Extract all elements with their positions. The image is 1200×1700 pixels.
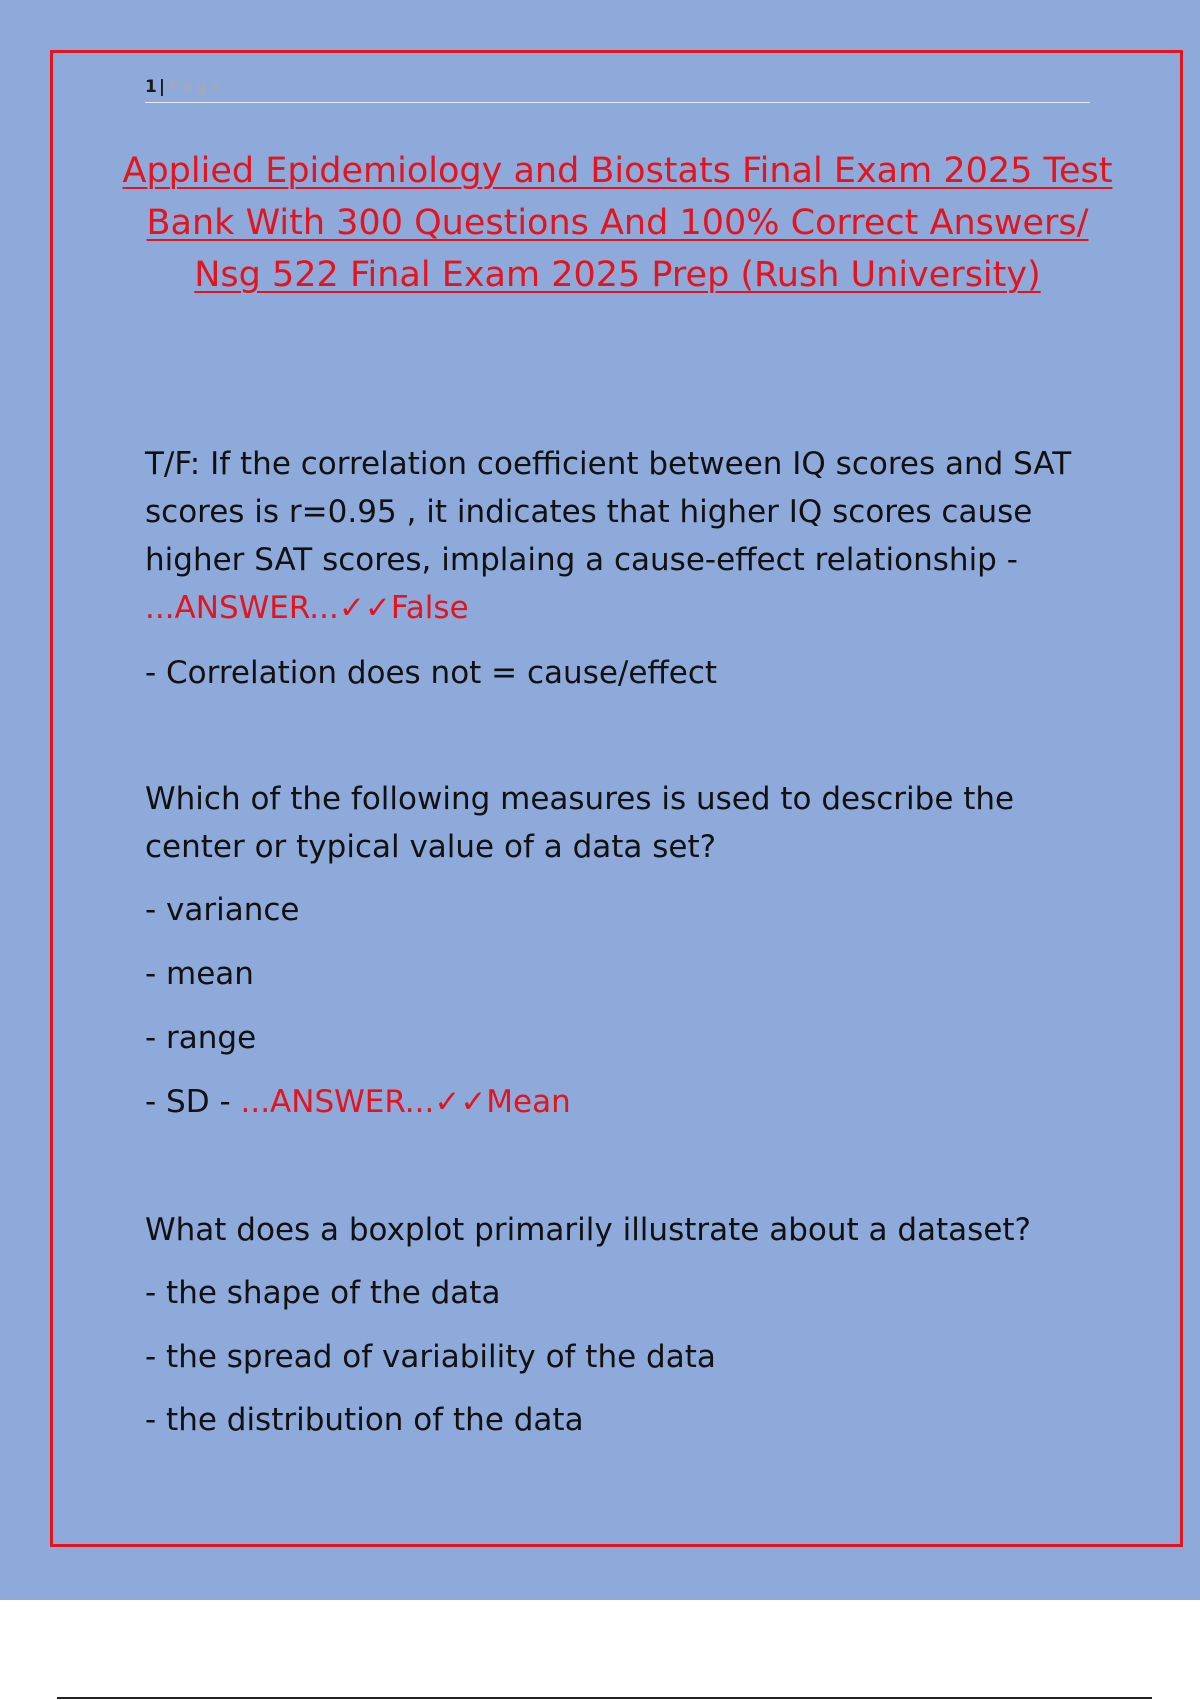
question-1-explanation: - Correlation does not = cause/effect <box>145 655 718 691</box>
question-3-option: - the distribution of the data <box>145 1402 584 1438</box>
footer-rule <box>57 1697 1152 1699</box>
header-separator: | <box>158 77 166 97</box>
question-2-option: - variance <box>145 892 300 928</box>
question-1 <box>145 440 1075 632</box>
page-label: Page <box>169 78 226 96</box>
question-3-option: - the spread of variability of the data <box>145 1339 716 1375</box>
question-3-option: - the shape of the data <box>145 1275 501 1311</box>
question-2-last-option <box>145 1082 571 1122</box>
question-2-option: - mean <box>145 956 254 992</box>
page-number: 1 <box>145 77 157 97</box>
question-2-text: Which of the following measures is used to describe the center or typical value of a data set? <box>145 781 1015 865</box>
document-title: Applied Epidemiology and Biostats Final Exam 2025 Test Bank With 300 Questions And 100% Correct Answers/ Nsg 522 Final Exam 2025 Prep (Rush University) <box>122 151 1113 295</box>
question-2-option-sd: - SD - <box>145 1084 241 1120</box>
question-2-answer: ...ANSWER...✓✓Mean <box>240 1084 571 1120</box>
question-3-text: What does a boxplot primarily illustrate about a dataset? <box>145 1212 1031 1248</box>
question-2-option: - range <box>145 1020 257 1056</box>
question-1-answer: ...ANSWER...✓✓False <box>145 590 469 626</box>
question-1-text: T/F: If the correlation coefficient between IQ scores and SAT scores is r=0.95 , it indicates that higher IQ scores cause higher SAT scores, implaing a cause-effect relationship - <box>145 446 1072 578</box>
page-header <box>145 74 1090 103</box>
